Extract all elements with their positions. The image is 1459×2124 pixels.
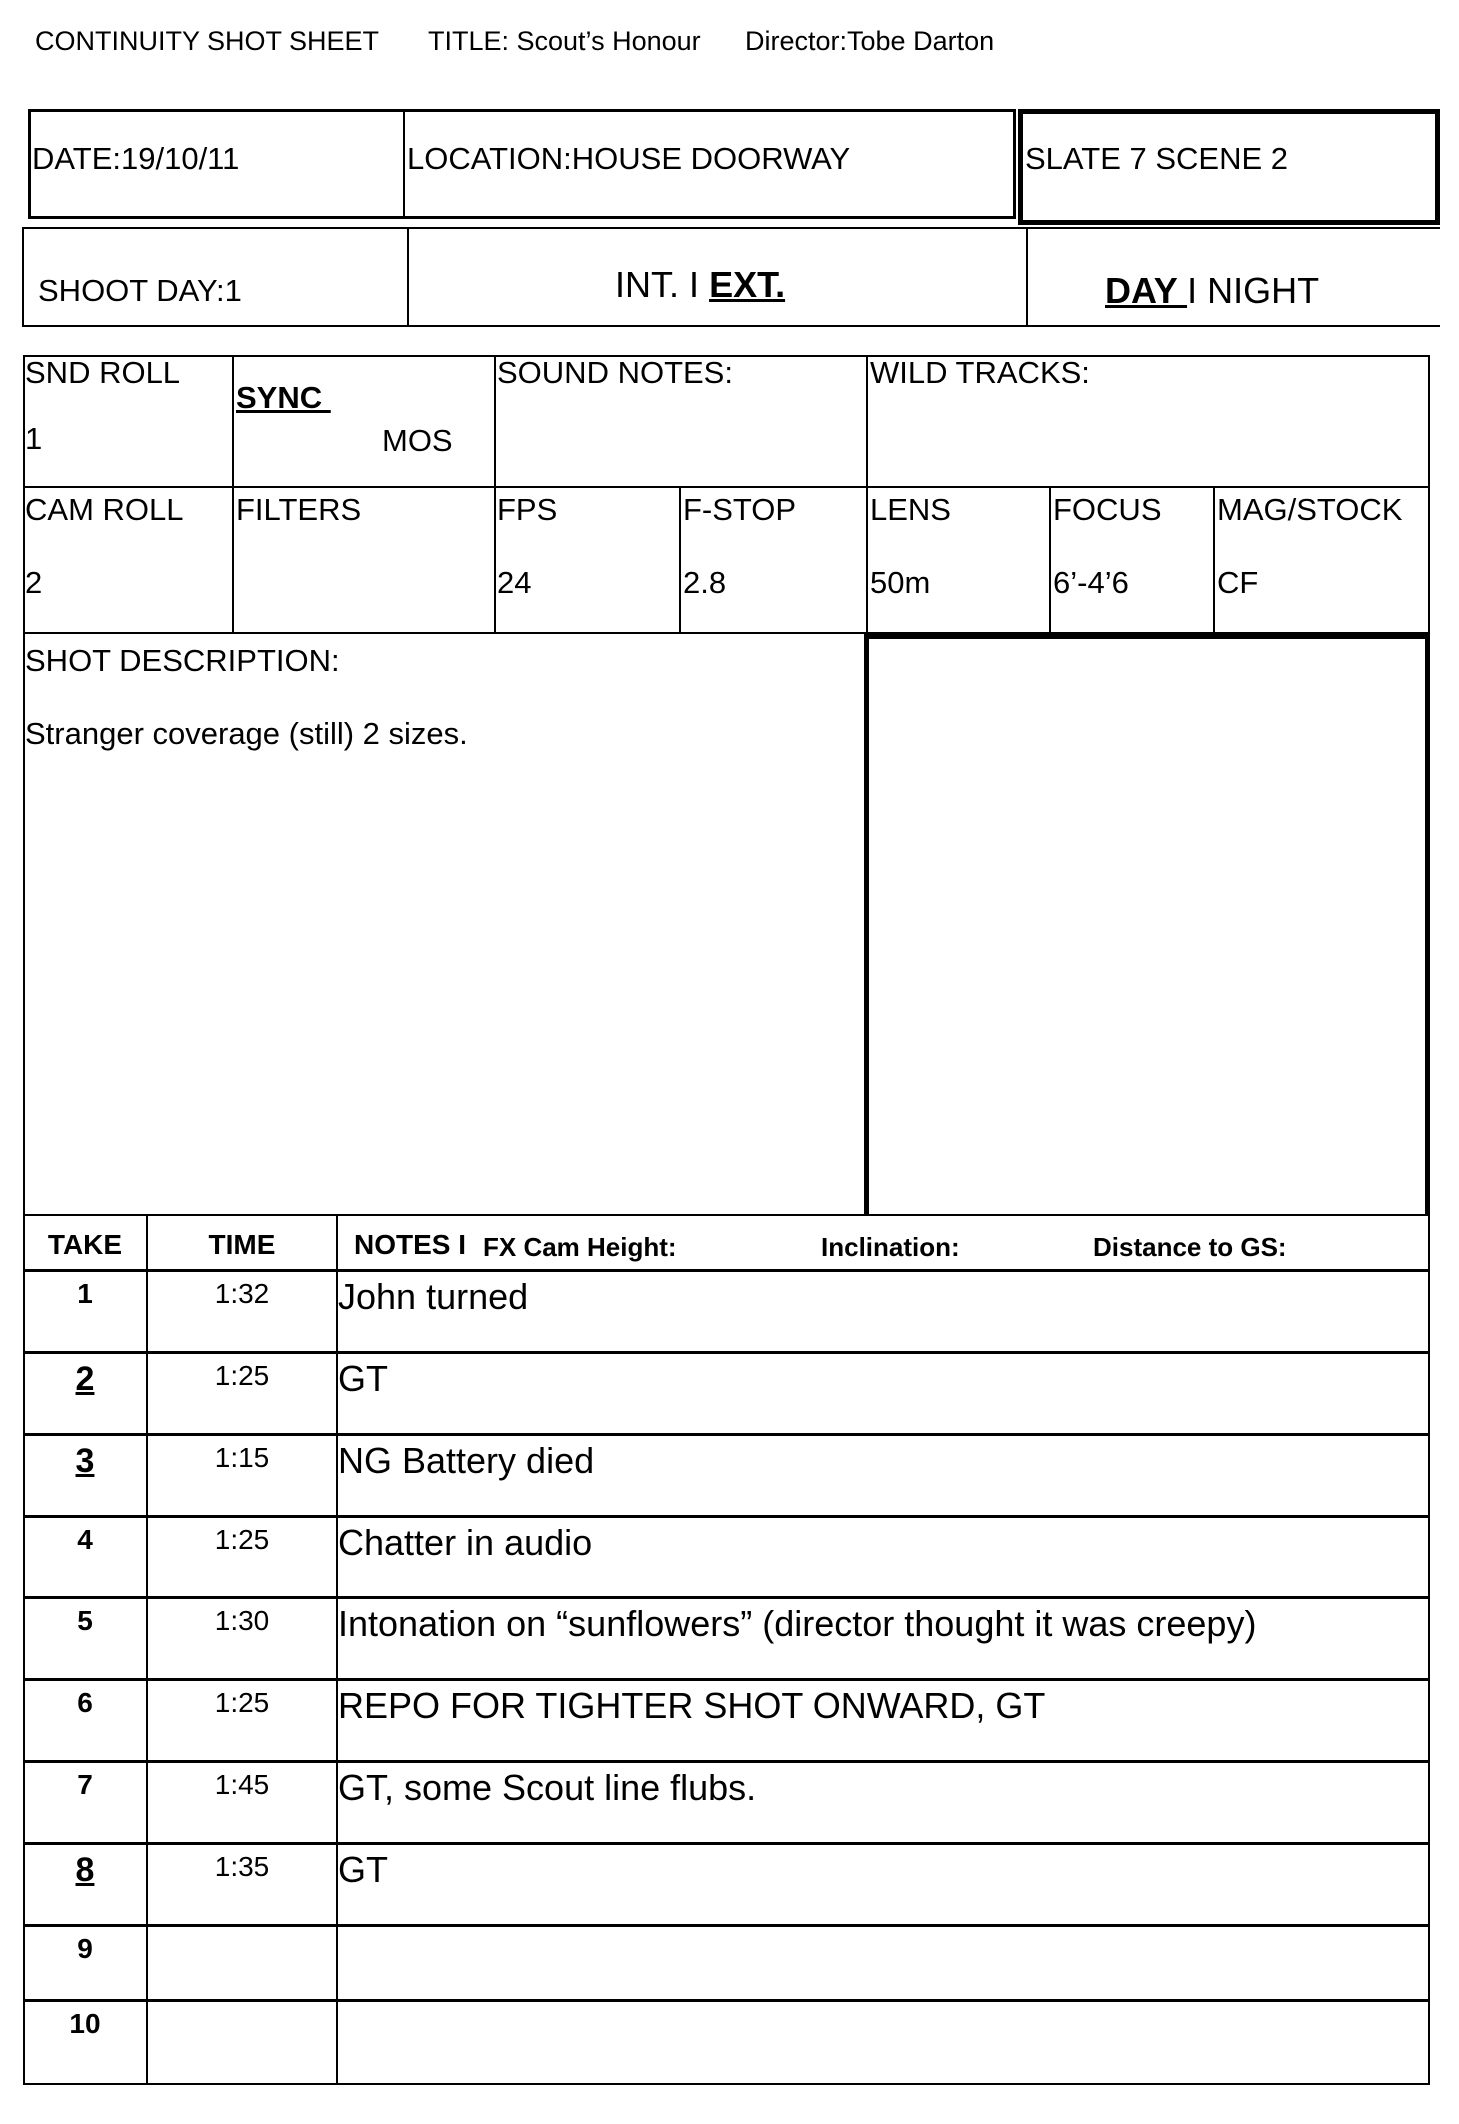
take-number-circled: 2 [75,1360,95,1398]
take-note: Chatter in audio [338,1522,593,1563]
take-column-header: TAKE [47,1229,123,1260]
shoot-day-field: SHOOT DAY:1 [38,273,242,308]
take-number-circled: 3 [75,1442,95,1480]
sound-notes-label: SOUND NOTES: [497,355,733,390]
take-number: 10 [69,2008,101,2039]
wild-tracks-label: WILD TRACKS: [870,355,1090,390]
int-ext-separator: I [689,264,700,305]
fps-label: FPS [497,492,558,527]
mag-stock-label: MAG/STOCK [1217,492,1403,527]
ext-option-selected: EXT. [709,264,786,305]
shot-description: Stranger coverage (still) 2 sizes. [25,716,468,751]
snd-roll-value: 1 [25,421,43,456]
day-night-separator: I [1187,270,1198,311]
day-night-selector [1105,270,1319,312]
take-number: 7 [77,1769,93,1800]
fstop-label: F-STOP [683,492,797,527]
take-note: John turned [338,1276,529,1317]
mos-option: MOS [382,423,453,458]
notes-column-header: NOTES I [354,1229,467,1260]
take-time: 1:35 [214,1851,270,1882]
take-time: 1:30 [214,1605,270,1636]
lens-label: LENS [870,492,951,527]
lens-value: 50m [870,565,931,600]
snd-roll-label: SND ROLL [25,355,181,390]
take-note: GT, some Scout line flubs. [338,1767,757,1808]
filters-label: FILTERS [236,492,362,527]
take-time: 1:25 [214,1360,270,1391]
take-time: 1:45 [214,1769,270,1800]
int-ext-selector [615,264,785,306]
sync-option-selected: SYNC [236,380,331,415]
fps-value: 24 [497,565,532,600]
take-time: 1:25 [214,1524,270,1555]
mag-stock-value: CF [1217,565,1259,600]
distance-to-gs-label: Distance to GS: [1093,1232,1287,1262]
film-title: TITLE: Scout’s Honour [428,26,701,56]
int-option: INT. [615,264,680,305]
take-time: 1:25 [214,1687,270,1718]
director: Director:Tobe Darton [745,26,995,56]
fx-cam-height-label: FX Cam Height: [483,1232,677,1262]
take-number: 1 [77,1278,93,1309]
take-note: GT [338,1849,388,1890]
take-note: REPO FOR TIGHTER SHOT ONWARD, GT [338,1685,1046,1726]
inclination-label: Inclination: [821,1232,960,1262]
time-column-header: TIME [208,1229,276,1260]
take-note: GT [338,1358,388,1399]
fstop-value: 2.8 [683,565,727,600]
frame-sketch-area [869,639,1425,1216]
take-number-circled: 8 [75,1851,95,1889]
take-time: 1:32 [214,1278,270,1309]
night-option: NIGHT [1207,270,1320,311]
take-number: 4 [77,1524,93,1555]
take-number: 6 [77,1687,93,1718]
take-note: Intonation on “sunflowers” (director thought it was creepy) [338,1603,1257,1644]
date-field: DATE:19/10/11 [32,141,240,176]
sheet-title: CONTINUITY SHOT SHEET [35,26,380,56]
cam-roll-label: CAM ROLL [25,492,184,527]
day-option-selected: DAY [1105,270,1188,311]
cam-roll-value: 2 [25,565,43,600]
slate-field: SLATE 7 SCENE 2 [1025,141,1289,176]
take-time: 1:15 [214,1442,270,1473]
shot-description-label: SHOT DESCRIPTION: [25,643,340,678]
take-note: NG Battery died [338,1440,595,1481]
focus-label: FOCUS [1053,492,1162,527]
take-number: 9 [77,1933,93,1964]
focus-value: 6’-4’6 [1053,565,1129,600]
take-number: 5 [77,1605,93,1636]
location-field: LOCATION:HOUSE DOORWAY [407,141,851,176]
